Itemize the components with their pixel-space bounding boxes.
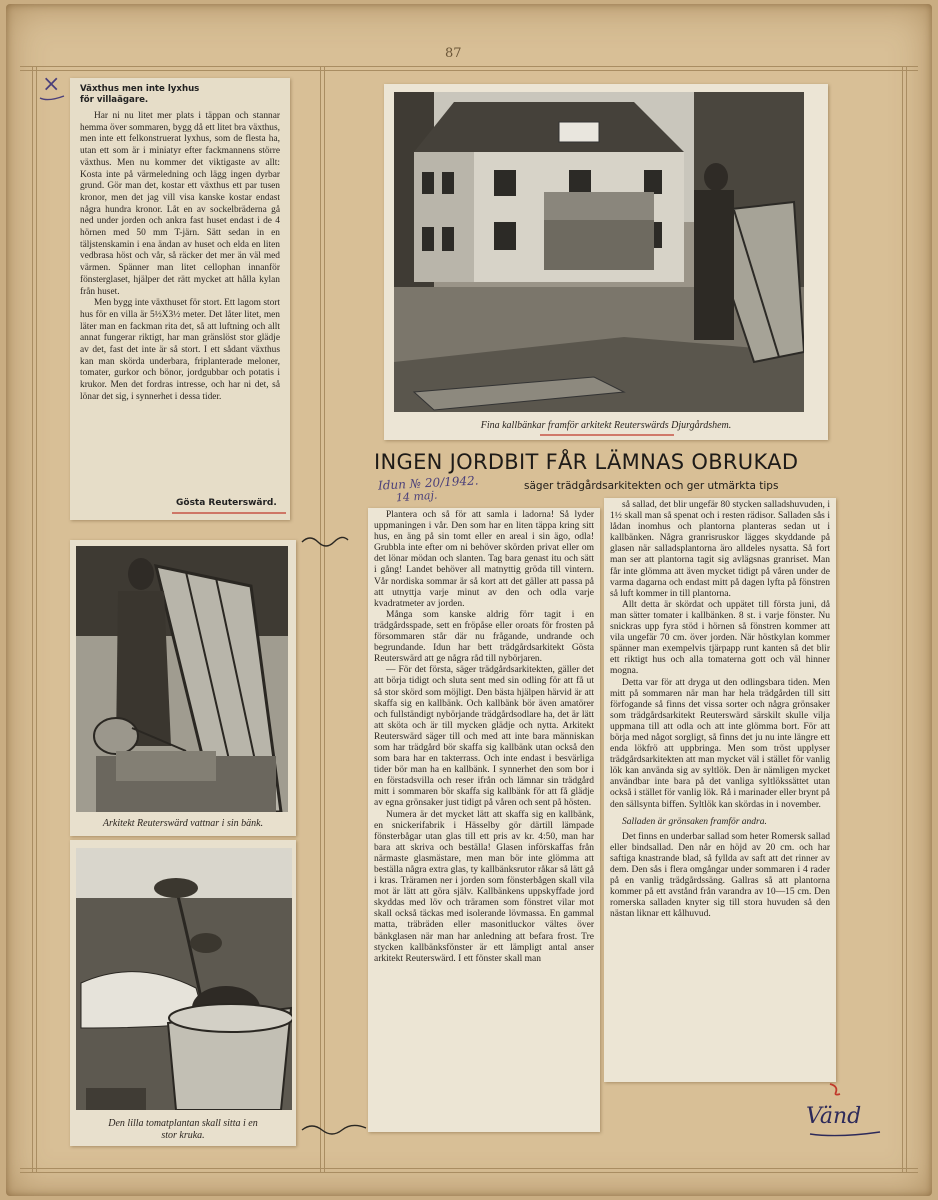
signature-underline [170,510,290,516]
article-column-1 [368,508,600,1132]
clipping-headline-line-1: Växthus men inte lyxhus [80,84,200,94]
clipping-headline-line-2: för villaägare. [80,95,149,105]
border-line-bottom-inner [20,1168,918,1169]
caption-red-underline [538,432,678,438]
article-paragraph: Plantera och så för att samla i ladorna! Så lyder uppmaningen i vår. Den som har en liten täppa kring sitt hus, en äng på sin tomt eller en areal i sin ägo, odla! Grubbla inte efter om ni behöver skörden privat eller om det lönar mödan och slanten. Tag bara genast itu och sätt i gång! Landet behöver all matnyttig gröda till vintern. Vår nordiska sommar är så kort att det gäller att passa på att utnyttja varje minut av den och odla varje kvadratmeter av jorden. [374,510,594,609]
border-line-right-inner [902,66,903,1172]
house-photo [394,92,804,412]
border-line-top [20,66,918,67]
house-photo-caption: Fina kallbänkar framför arkitekt Reuterswärds Djurgårdshem. [480,420,732,431]
article-paragraph: så sallad, det blir ungefär 80 stycken salladshuvuden, i 1½ skall man så spenat och i resten rädisor. Salladen sås i lådan inomhus och plantorna planteras sedan ut i kallbänken. Några granrisruskor lägges skyddande på glasen när salladsplantorna äro alldeles nysatta. Så fort man ser att plantorna tagit sig avlägsnas granriset. Man får inte glömma att även mycket tidigt på våren under de varma dagarna och endast mitt på dagen lyfta på fönstren så luft kommer in till plantorna. [610,500,830,599]
handwritten-source-note: Idun № 20/1942. [377,473,479,493]
mark-underline [38,94,68,102]
border-line-left-inner [36,66,37,1172]
page-number: 87 [445,46,462,61]
article-column-2-text [610,500,830,920]
article-paragraph: Många som kanske aldrig förr tagit i en trädgårdsspade, sett en fröpåse eller oroats för frosten på försommaren står där nu frågande, undrande och begrundande. Idun har bett trädgårdsarkitekt Gösta Reuterswärd att ge några råd till nybörjaren. [374,609,594,665]
red-check-mark [826,1078,846,1098]
handwritten-date-note: 14 maj. [395,488,438,505]
article-subheadline: säger trädgårdsarkitekten och ger utmärkta tips [524,480,779,492]
border-line-middle-2 [324,66,325,1172]
border-line-left [32,66,33,1172]
clipping-signature: Gösta Reuterswärd. [176,498,277,508]
clipping-paragraph: Men bygg inte växthuset för stort. Ett lagom stort hus för en villa är 5½X3½ meter. Det låter litet, men läter man en fackman rita det, så att luftning och allt annat fungerar riktigt, har man gränslöst stor glädje av det, fast det inte är så stort. I ett sådant växthus kan man skörda underbara, friplanterade meloner, tomater, gurkor och bönor, jordgubbar och potatis i krukor. Men det fordras intresse, och har ni det, så lönar det sig, i synnerhet i dessa tider. [80,298,280,402]
border-line-right [906,66,907,1172]
article-column-1-text [374,510,594,965]
article-headline: INGEN JORDBIT FÅR LÄMNAS OBRUKAD [374,450,799,474]
article-paragraph: — För det första, säger trädgårdsarkitekten, gäller det att börja tidigt och sluta sent med sin odling för att få ut så stor skörd som möjligt. Den bästa hjälpen härvid är att skaffa sig en kallbänk. Och kallbänk bör även amatörer och fullständigt nybörjande trädgårdsodlare ha, det är lätt att sköta och är till mycken glädje och nytta. Arkitekt Reuterswärd säger till och med att inte bara människan som har trädgård bör skaffa sig kallbänk utan också den som bara har en takterrass. Och inte endast i besvärliga tider bör man ha en kallbänk. I synnerhet den som bor i en förstadsvilla och reser ifrån och lämnar sin trädgård mitt i sommaren bör skaffa sig kallbänk för att få glädje av egna grönsaker just tidigt på våren och sent på hösten. [374,665,594,809]
squiggle-mark-upper [300,534,350,548]
clipping-headline [80,84,199,106]
growhouse-clipping [70,78,290,520]
handwritten-mark: × [42,72,61,97]
tomato-photo-caption-line-2: stor kruka. [161,1130,205,1141]
article-paragraph: Detta var för att dryga ut den odlingsbara tiden. Men mitt på sommaren när man har hela trädgården till sitt förfogande så finns det vissa sorter och några grönsaker som trädgårdsarkitekt Reuterswärd särskilt skulle vilja uppmana till att odla och att inte glömma bort. För att börja med något sorgligt, så finns det ju nu inte längre ett enda lökfrö att uppbringa. Men som tröst upplyser trädgårdsarkitekten att man mycket väl i stället för vanlig lök kan använda sig av syltlök. Den är nämligen mycket användbar inte bara på det vanliga syltlökssättet utan också i stället för vanlig lök. Rå i marinader eller brynt på den sällsynta biffen. Syltlök kan skördas in i november. [610,677,831,810]
border-line-bottom [20,1172,918,1173]
article-paragraph: Allt detta är skördat och uppätet till första juni, då man sätter tomater i kallbänken. 8 st. i varje fönster. Nu snickras upp fyra stöd i hörnen så fönstren kommer att vila ungefär 70 cm. över jorden. När höstkylan kommer spänner man exempelvis tjärpapp runt kanten så det blir ett riktigt hus och alla tomaterna gott och väl hinner mogna. [610,599,830,677]
border-line-middle [320,66,321,1172]
watering-photo [76,546,288,812]
clipping-body [80,111,280,404]
border-line-top-inner [20,70,918,71]
article-paragraph: Det finns en underbar sallad som heter Romersk sallad eller bindsallad. Den når en höjd av 20 cm. och har saftiga knastrande blad, så fyllda av saft att det rinner av dem. Den sås i flera omgångar under sommaren i 4 rader på en vanlig trädgårdssäng. Gallras så att plantorna kommer på ett avstånd från varandra av 10—15 cm. Den romerska salladen knyter sig till stora huvuden så den nästan liknar ett kålhuvud. [610,831,830,920]
article-column-2 [604,498,836,1082]
handwritten-turn-note: Vänd [806,1104,862,1129]
article-section-subhead: Salladen är grönsaken framför andra. [622,816,767,827]
watering-photo-caption: Arkitekt Reuterswärd vattnar i sin bänk. [102,818,264,829]
article-paragraph: Numera är det mycket lätt att skaffa sig en kallbänk, en snickerifabrik i Hässelby gör därtill lämpade fönsterbågar utan glas till ett pris av kr. 4:50, man har bara att skriva och beställa! Glasen införskaffas från närmaste glasmästare, men man bör inte glömma att beställa några extra glas, ty kallbänksrutor råkar så lätt gå i kras. Träramen ner i jorden som fönsterbågen skall vila mot är lätt att göra själv. Kallbänkens uppskyffade jord skyddas med löv och träramen som fönstret vilar mot skall också täckas med isolerande lövmassa. En gammal matta, träbräden eller masonitluckor vältes över bänkglasen när man har anledning att befara frost. Tre stycken kallbänksfönster är ett lämpligt antal anser arkitekt Reuterswärd. I ett fönster skall man [374,809,594,964]
clipping-paragraph: Har ni nu litet mer plats i täppan och stannar hemma över sommaren, bygg då ett litet bra växthus, men inte ett felkonstruerat lyxhus, som de flesta ha, utan ett som är i miniatyr efter fackmannens större växthus. Men nu kommer det viktigaste av allt: Kosta inte på värmeledning och lägg ingen dyrbar grund. Gör man det, kostar ett växthus ett par tusen kronor, men det jag vill visa kanske kostar endast några hundra kronor. Låt en av sockelbräderna gå ned under jorden och ankra fast huset endast i de 4 hörnen med 50 mm T-järn. Sätt sedan in en täljstenskamin i ena ändan av huset och elda en liten vedbrasa höst och vår, så räcker det mer än väl med värmen. Spänner man litet cellophan innanför fönsterglaset, hjälper det rätt mycket att hålla kylan från huset. [80,111,280,297]
squiggle-mark-lower [300,1122,370,1136]
tomato-photo [76,848,292,1110]
tomato-photo-caption-line-1: Den lilla tomatplantan skall sitta i en [108,1118,258,1129]
turn-note-underline [808,1130,884,1138]
